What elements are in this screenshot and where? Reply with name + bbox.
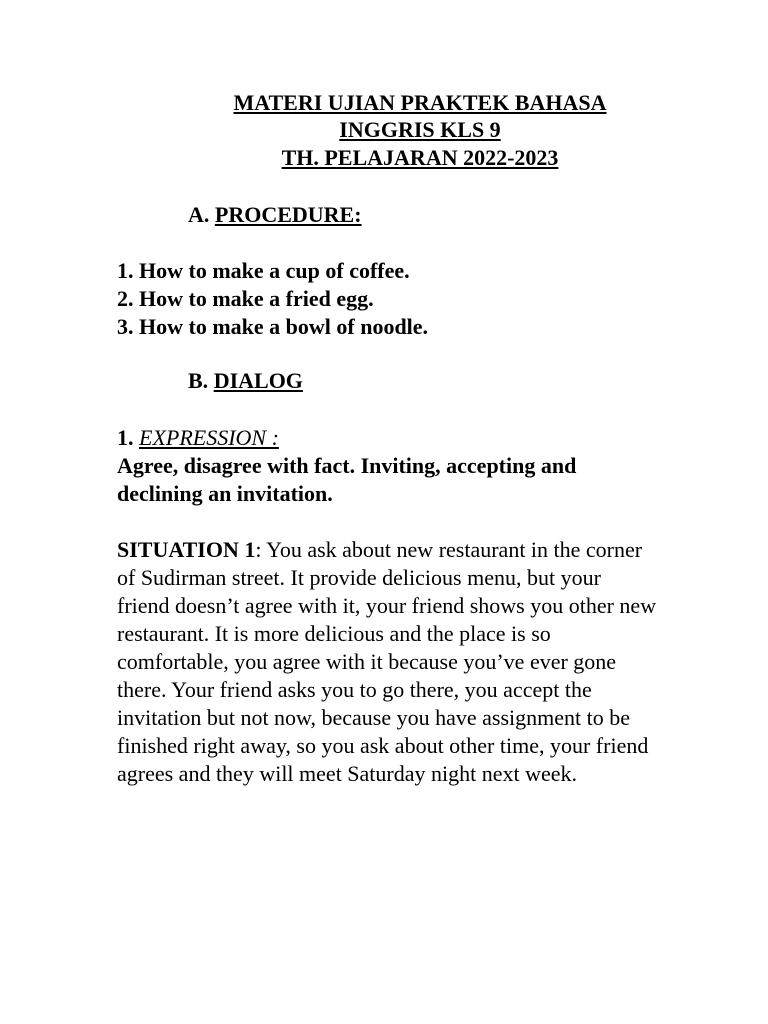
procedure-item: 3. How to make a bowl of noodle. xyxy=(117,314,429,339)
expression-description: Agree, disagree with fact. Inviting, accepting and declining an invitation. xyxy=(117,453,577,506)
section-b-title: DIALOG xyxy=(213,368,303,393)
section-b-prefix: B. xyxy=(188,368,214,393)
procedure-item: 2. How to make a fried egg. xyxy=(117,286,374,311)
situation-text: : You ask about new restaurant in the corner of Sudirman street. It provide delicious menu, but your friend doesn’t agree with it, your friend shows you other new restaurant. It is more delicious and the place is so comfortable, you agree with it because you’ve ever gone there. Your friend asks you to go there, you accept the invitation but not now, because you have assignment to be finished right away, so you ask about other time, your friend agrees and they will meet Saturday night next week. xyxy=(117,537,657,786)
section-a-prefix: A. xyxy=(188,202,215,227)
document-title-line-2: INGGRIS KLS 9 xyxy=(339,117,501,142)
section-a-heading xyxy=(188,201,362,229)
expression-number: 1. xyxy=(117,425,139,450)
situation-label: SITUATION 1 xyxy=(117,537,256,562)
procedure-list xyxy=(117,257,428,341)
section-b-heading xyxy=(188,367,303,395)
situation-paragraph xyxy=(117,536,657,788)
expression-heading xyxy=(117,424,279,452)
procedure-item: 1. How to make a cup of coffee. xyxy=(117,258,410,283)
expression-label: EXPRESSION : xyxy=(139,425,279,450)
document-title-line-3: TH. PELAJARAN 2022-2023 xyxy=(281,145,559,170)
section-a-title: PROCEDURE: xyxy=(214,202,362,227)
document-title-line-1: MATERI UJIAN PRAKTEK BAHASA xyxy=(233,90,607,115)
